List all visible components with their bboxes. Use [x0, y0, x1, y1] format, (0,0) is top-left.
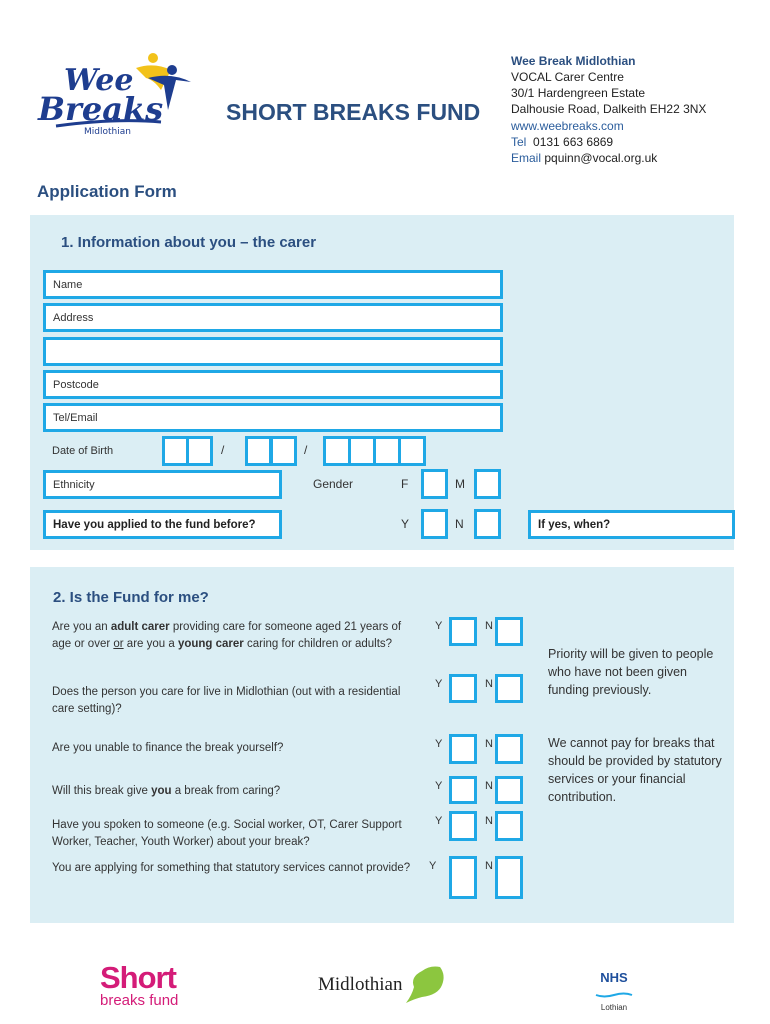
form-title: Application Form [37, 182, 177, 201]
question-spoken-to-someone: Have you spoken to someone (e.g. Social worker, OT, Carer Support Worker, Teacher, Youth Worker) about your break? [52, 819, 402, 848]
q1-underline-or: or [113, 637, 124, 650]
q5-y-label: Y [435, 815, 443, 827]
breaks-fund-logo-text: breaks fund [100, 992, 179, 1009]
q4-bold-you: you [151, 785, 172, 797]
q4-y-label: Y [435, 780, 443, 792]
fund-title: SHORT BREAKS FUND [226, 99, 481, 125]
priority-note: Priority will be given to people who have not been given funding previously. [548, 647, 714, 697]
tel-number: 0131 663 6869 [533, 135, 614, 149]
q1-yes-checkbox[interactable] [449, 617, 477, 646]
statutory-note: We cannot pay for breaks that should be provided by statutory services or your financial contribution. [548, 736, 722, 804]
question-adult-carer [52, 619, 412, 652]
q4-no-checkbox[interactable] [495, 776, 523, 804]
q1-bold-adult-carer: adult carer [110, 621, 170, 633]
tel-email-label: Tel/Email [53, 411, 98, 424]
midlothian-council-logo [318, 965, 447, 1005]
ethnicity-field[interactable] [43, 470, 282, 499]
q1-y-label: Y [435, 620, 443, 632]
nhs-wave-icon [594, 992, 634, 998]
q2-no-checkbox[interactable] [495, 674, 523, 703]
email [511, 150, 657, 166]
ethnicity-label: Ethnicity [53, 478, 95, 491]
q4-n-label: N [485, 780, 493, 792]
dob-day-1[interactable] [162, 436, 189, 466]
q4-yes-checkbox[interactable] [449, 776, 477, 804]
email-address[interactable]: pquinn@vocal.org.uk [544, 151, 658, 165]
section-2-title: 2. Is the Fund for me? [53, 589, 209, 606]
dob-year-4[interactable] [398, 436, 426, 466]
applied-before-field [43, 510, 282, 539]
q3-no-checkbox[interactable] [495, 734, 523, 764]
postcode-label: Postcode [53, 378, 99, 391]
q4-text: Will this break give [52, 785, 152, 797]
dob-month-1[interactable] [245, 436, 272, 466]
dob-slash: / [304, 443, 308, 457]
dob-year-1[interactable] [323, 436, 351, 466]
telephone [511, 134, 613, 150]
q3-n-label: N [485, 738, 493, 750]
q5-yes-checkbox[interactable] [449, 811, 477, 841]
address-line-2-field[interactable] [43, 337, 503, 366]
applied-yes-checkbox[interactable] [421, 509, 448, 539]
q6-n-label: N [485, 860, 493, 872]
wee-breaks-logo-icon [36, 50, 196, 135]
dob-day-2[interactable] [186, 436, 213, 466]
q5-no-checkbox[interactable] [495, 811, 523, 841]
address-line: VOCAL Carer Centre [511, 70, 624, 84]
question-statutory-services: You are applying for something that statutory services cannot provide? [52, 862, 411, 874]
q6-yes-checkbox[interactable] [449, 856, 477, 899]
applied-n-label: N [455, 517, 464, 531]
website-link[interactable]: www.weebreaks.com [511, 119, 624, 133]
q6-y-label: Y [429, 860, 437, 872]
svg-text:Breaks: Breaks [38, 90, 164, 128]
dob-label: Date of Birth [52, 445, 114, 457]
dob-year-3[interactable] [373, 436, 401, 466]
q1-n-label: N [485, 620, 493, 632]
gender-f-checkbox[interactable] [421, 469, 448, 499]
name-label: Name [53, 278, 83, 291]
org-name: Wee Break Midlothian [511, 54, 636, 68]
q5-n-label: N [485, 815, 493, 827]
q2-y-label: Y [435, 678, 443, 690]
dob-slash: / [221, 443, 225, 457]
wee-breaks-logo [36, 50, 196, 135]
svg-text:Wee: Wee [64, 63, 134, 98]
q6-no-checkbox[interactable] [495, 856, 523, 899]
q4-text: a break from caring? [171, 785, 281, 797]
q1-bold-young-carer: young carer [177, 637, 244, 650]
gender-m-label: M [455, 477, 465, 491]
tel-email-field[interactable] [43, 403, 503, 432]
q1-text: are you a [123, 637, 178, 650]
lothian-logo-text: Lothian [600, 1003, 628, 1012]
q3-yes-checkbox[interactable] [449, 734, 477, 764]
question-lives-in-midlothian: Does the person you care for live in Midlothian (out with a residential care setting)? [52, 686, 401, 715]
q1-no-checkbox[interactable] [495, 617, 523, 646]
question-unable-to-finance: Are you unable to finance the break yourself? [52, 742, 284, 754]
dob-year-2[interactable] [348, 436, 376, 466]
short-logo-text: Short [100, 960, 176, 995]
question-break-from-caring [52, 783, 412, 800]
q1-text: providing care for someone aged 21 years of age or over [52, 621, 402, 650]
svg-text:Midlothian: Midlothian [84, 127, 131, 135]
address-line: Dalhousie Road, Dalkeith EH22 3NX [511, 102, 707, 116]
nhs-lothian-logo [594, 970, 634, 1012]
q1-text: Are you an [52, 621, 111, 633]
name-field[interactable] [43, 270, 503, 299]
nhs-logo-text: NHS [600, 970, 628, 985]
address-label: Address [53, 311, 94, 324]
tel-label: Tel [511, 135, 527, 149]
section-1-title: 1. Information about you – the carer [61, 234, 317, 251]
short-breaks-fund-logo [100, 960, 179, 1009]
email-label: Email [511, 151, 542, 165]
address-line: 30/1 Hardengreen Estate [511, 86, 646, 100]
q1-text: caring for children or adults? [243, 637, 393, 650]
midlothian-logo-text: Midlothian [318, 974, 403, 995]
applied-no-checkbox[interactable] [474, 509, 501, 539]
gender-f-label: F [401, 477, 409, 491]
postcode-field[interactable] [43, 370, 503, 399]
oak-leaf-icon [402, 965, 447, 1005]
applied-before-label: Have you applied to the fund before? [53, 518, 256, 531]
dob-month-2[interactable] [270, 436, 297, 466]
q2-n-label: N [485, 678, 493, 690]
gender-m-checkbox[interactable] [474, 469, 501, 499]
q2-yes-checkbox[interactable] [449, 674, 477, 703]
applied-y-label: Y [401, 517, 410, 531]
if-yes-when-label: If yes, when? [538, 518, 611, 531]
address-field[interactable] [43, 303, 503, 332]
gender-label: Gender [313, 477, 354, 491]
q3-y-label: Y [435, 738, 443, 750]
if-yes-when-field[interactable] [528, 510, 735, 539]
